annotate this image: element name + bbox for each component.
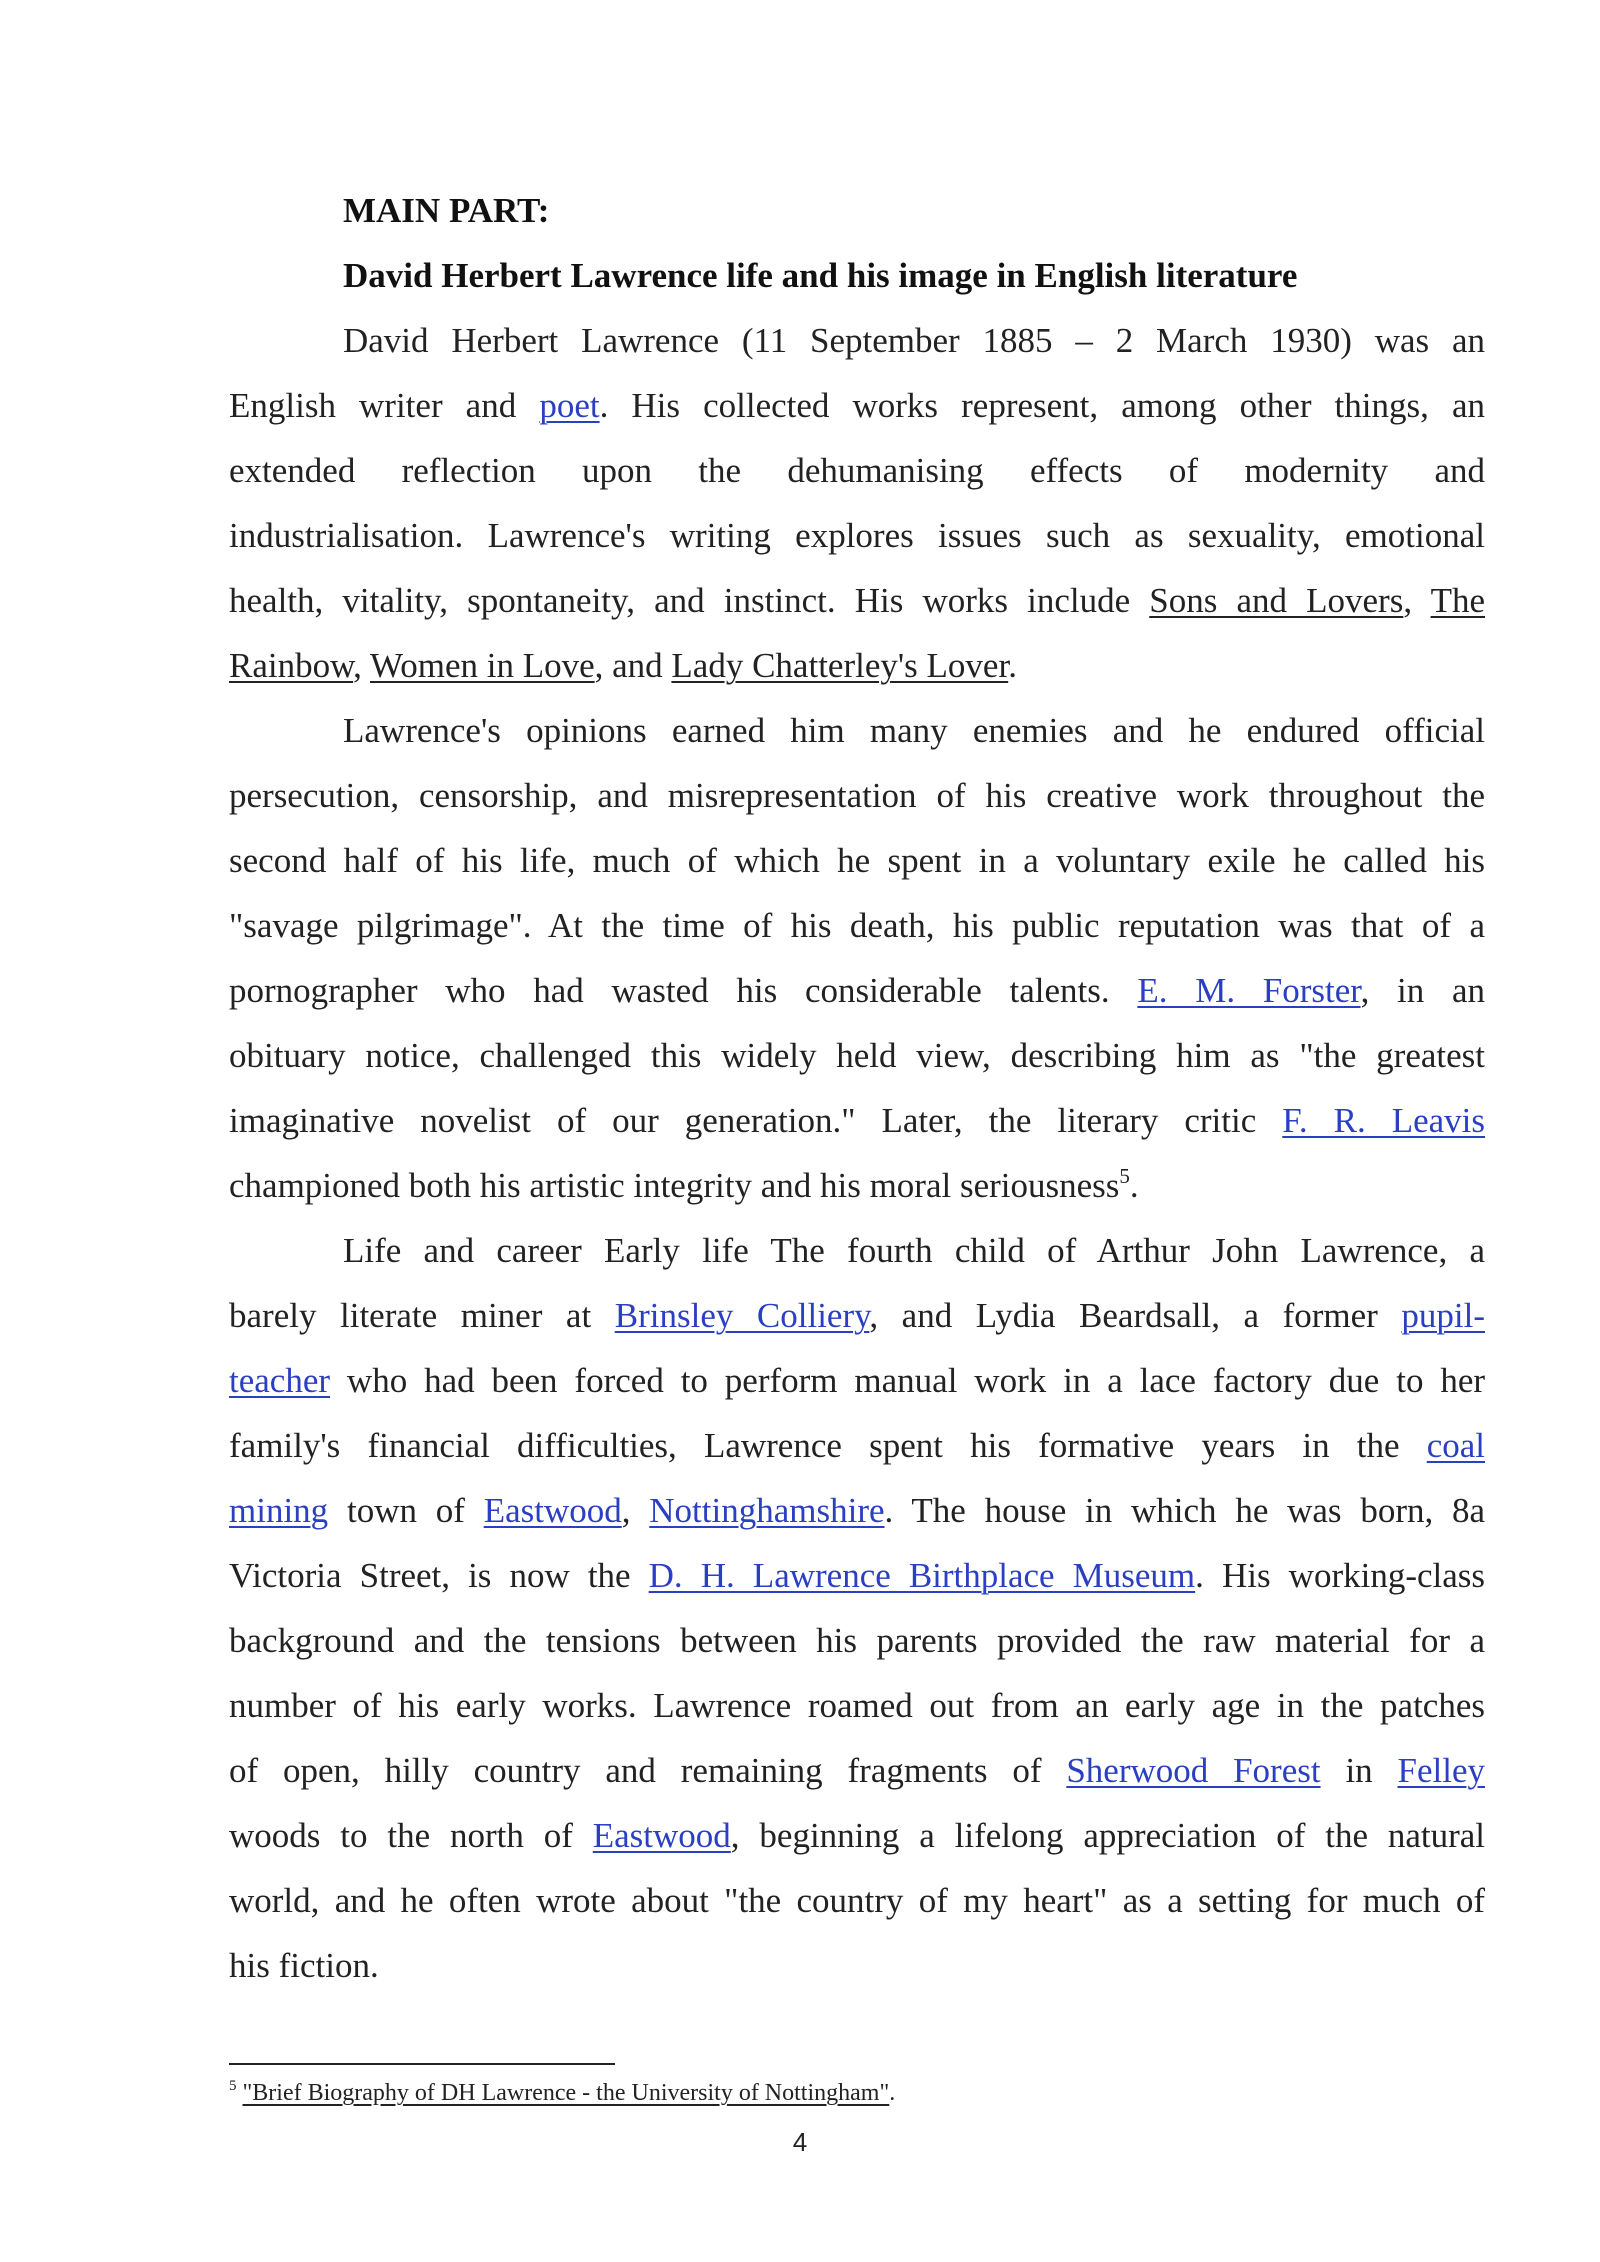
paragraph-2-line-5: pornographer who had wasted his considerable talents. E. M. Forster, in an <box>229 971 1486 1010</box>
paragraph-1-line-5: health, vitality, spontaneity, and instinct. His works include Sons and Lovers, The <box>229 581 1485 620</box>
link-brinsley-colliery[interactable]: Brinsley Colliery <box>614 1296 870 1335</box>
paragraph-1-line-2: English writer and poet. His collected works represent, among other things, an <box>229 386 1485 425</box>
footnote-number: 5 <box>229 2078 237 2094</box>
footnote-reference[interactable]: 5 <box>1119 1164 1130 1188</box>
link-coal-mining-part-1[interactable]: coal <box>1426 1426 1486 1465</box>
link-birthplace-museum[interactable]: D. H. Lawrence Birthplace Museum <box>648 1556 1196 1595</box>
paragraph-3-line-3: teacher who had been forced to perform manual work in a lace factory due to her <box>229 1361 1486 1400</box>
link-the-rainbow-part-1[interactable]: The <box>1430 581 1485 620</box>
paragraph-3-line-7: background and the tensions between his parents provided the raw material for a <box>229 1621 1485 1660</box>
link-women-in-love[interactable]: Women in Love <box>369 646 595 685</box>
paragraph-2-line-1: Lawrence's opinions earned him many enemies and he endured official <box>343 711 1485 750</box>
paragraph-3-line-2: barely literate miner at Brinsley Colliery, and Lydia Beardsall, a former pupil- <box>229 1296 1485 1335</box>
section-heading: MAIN PART: <box>343 191 550 230</box>
link-em-forster[interactable]: E. M. Forster <box>1137 971 1361 1010</box>
page-number: 4 <box>792 2127 808 2157</box>
link-poet[interactable]: poet <box>539 386 600 425</box>
paragraph-1-line-1: David Herbert Lawrence (11 September 1885 – 2 March 1930) was an <box>343 321 1485 360</box>
paragraph-3-line-9: of open, hilly country and remaining fragments of Sherwood Forest in Felley <box>229 1751 1485 1790</box>
paragraph-3-line-12: his fiction. <box>229 1946 379 1985</box>
paragraph-3-line-8: number of his early works. Lawrence roamed out from an early age in the patches <box>229 1686 1485 1725</box>
link-coal-mining-part-2[interactable]: mining <box>229 1491 329 1530</box>
paragraph-3-line-11: world, and he often wrote about "the country of my heart" as a setting for much of <box>229 1881 1485 1920</box>
footnote-source-link[interactable]: "Brief Biography of DH Lawrence - the University of Nottingham" <box>242 2080 890 2106</box>
paragraph-1-line-4: industrialisation. Lawrence's writing explores issues such as sexuality, emotional <box>229 516 1485 555</box>
link-nottinghamshire[interactable]: Nottinghamshire <box>649 1491 885 1530</box>
paragraph-3-line-4: family's financial difficulties, Lawrence spent his formative years in the coal <box>229 1426 1486 1465</box>
paragraph-2-line-4: "savage pilgrimage". At the time of his death, his public reputation was that of a <box>229 906 1485 945</box>
paragraph-3-line-5: mining town of Eastwood, Nottinghamshire. The house in which he was born, 8a <box>229 1491 1486 1530</box>
chapter-title: David Herbert Lawrence life and his image in English literature <box>343 256 1298 295</box>
link-felley[interactable]: Felley <box>1397 1751 1485 1790</box>
link-pupil-teacher-part-2[interactable]: teacher <box>229 1361 331 1400</box>
link-pupil-teacher-part-1[interactable]: pupil- <box>1401 1296 1485 1335</box>
footnote: $^5$ "Brief Biography of DH Lawrence - the University of Nottingham". <box>229 2078 896 2106</box>
paragraph-2-line-3: second half of his life, much of which he spent in a voluntary exile he called his <box>229 841 1485 880</box>
paragraph-1-line-6: Rainbow, Women in Love, and Lady Chatterley's Lover. <box>229 646 1017 685</box>
paragraph-1-line-3: extended reflection upon the dehumanising effects of modernity and <box>229 451 1485 490</box>
link-sherwood-forest[interactable]: Sherwood Forest <box>1066 1751 1321 1790</box>
link-the-rainbow-part-2[interactable]: Rainbow <box>229 646 354 685</box>
link-fr-leavis[interactable]: F. R. Leavis <box>1282 1101 1485 1140</box>
link-sons-and-lovers[interactable]: Sons and Lovers <box>1149 581 1404 620</box>
footnote-separator <box>229 2063 615 2065</box>
paragraph-3-line-1: Life and career Early life The fourth child of Arthur John Lawrence, a <box>343 1231 1485 1270</box>
link-eastwood[interactable]: Eastwood <box>483 1491 622 1530</box>
paragraph-2-line-6: obituary notice, challenged this widely held view, describing him as "the greatest <box>229 1036 1485 1075</box>
paragraph-2-line-2: persecution, censorship, and misrepresentation of his creative work throughout the <box>229 776 1485 815</box>
paragraph-3-line-10: woods to the north of Eastwood, beginning a lifelong appreciation of the natural <box>229 1816 1486 1855</box>
paragraph-2-line-8: championed both his artistic integrity and his moral seriousness$^5$. <box>229 1164 1139 1205</box>
link-lady-chatterleys-lover[interactable]: Lady Chatterley's Lover <box>671 646 1009 685</box>
link-eastwood-2[interactable]: Eastwood <box>592 1816 731 1855</box>
paragraph-2-line-7: imaginative novelist of our generation." Later, the literary critic F. R. Leavis <box>229 1101 1485 1140</box>
paragraph-3-line-6: Victoria Street, is now the D. H. Lawrence Birthplace Museum. His working-class <box>229 1556 1486 1595</box>
